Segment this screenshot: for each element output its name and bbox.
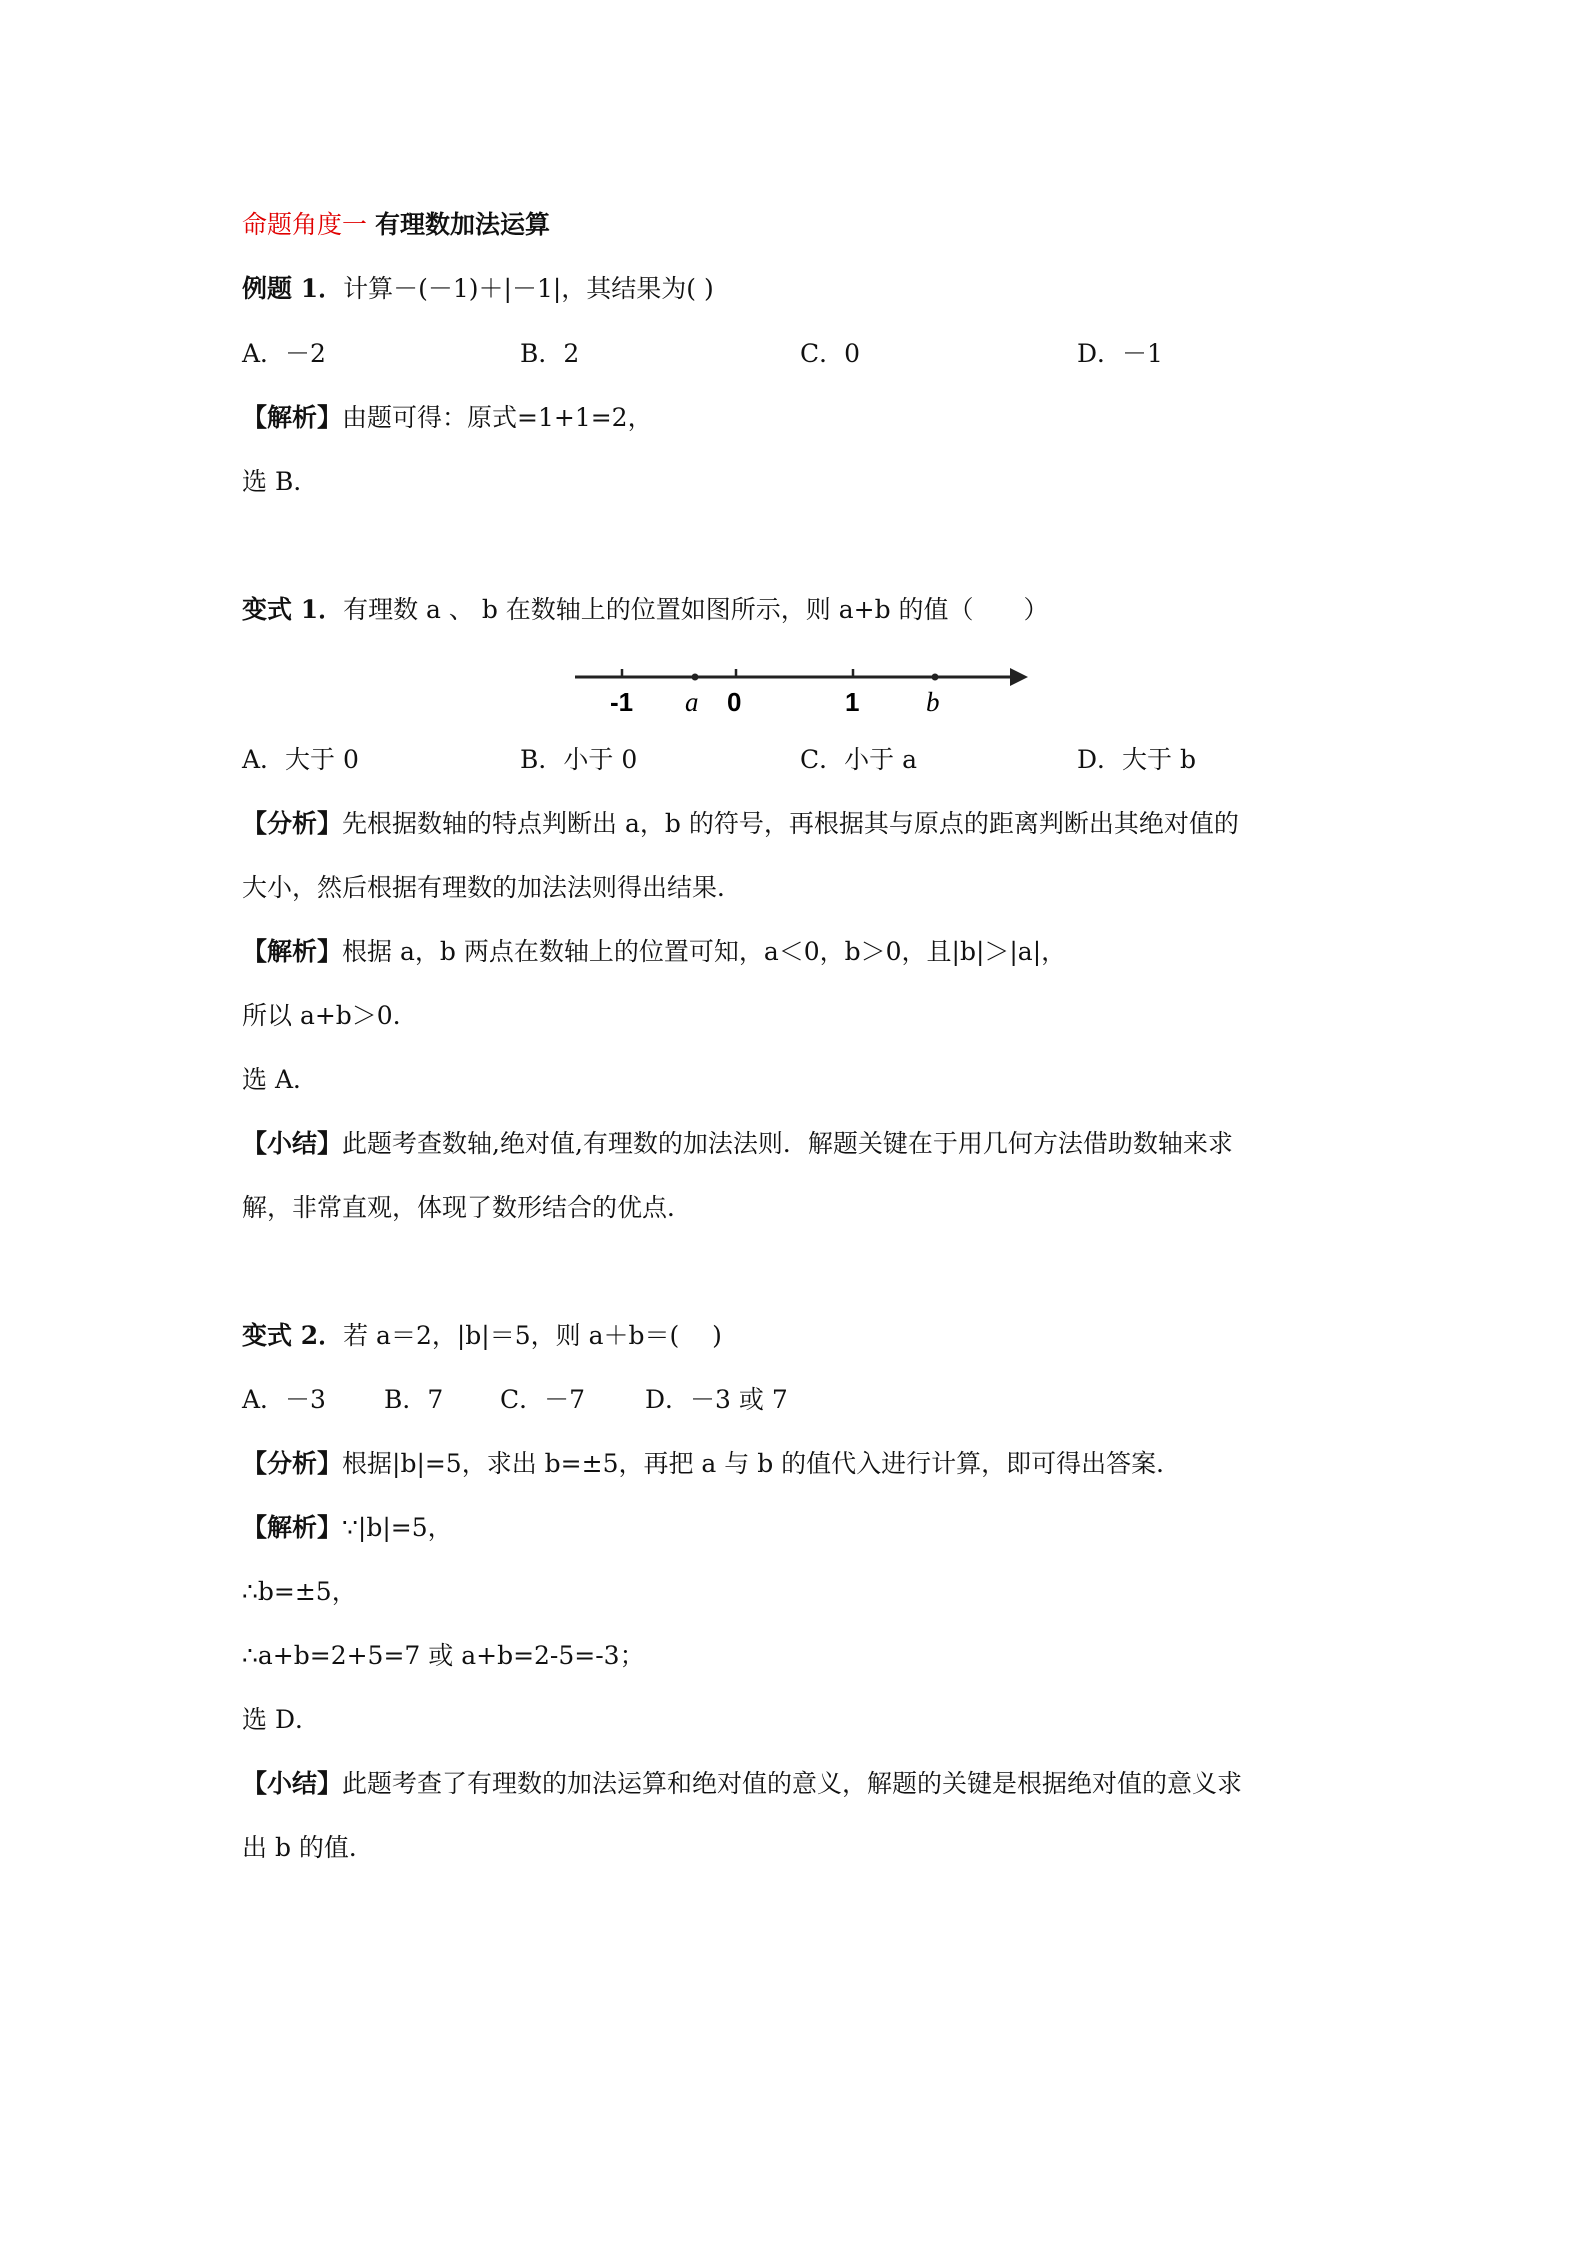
tick-label-b: b — [926, 687, 940, 717]
ex1-option-a: A．－2 — [242, 339, 326, 368]
point-a — [692, 674, 699, 681]
tick-label-1: 1 — [845, 687, 860, 717]
var1-option-d: D．大于 b — [1077, 745, 1196, 774]
var1-option-b: B．小于 0 — [520, 745, 638, 774]
var2-fenxi — [242, 1447, 1181, 1481]
tick-label-a: a — [685, 687, 699, 717]
var1-option-a: A．大于 0 — [242, 745, 359, 774]
var2-jiexi-line2: ∴b=±5， — [242, 1577, 357, 1606]
var1-summary-label: 【小结】 — [242, 1129, 343, 1158]
ex1-analysis-text: 由题可得：原式=1+1=2， — [342, 403, 653, 432]
var2-fenxi-text: 根据|b|=5，求出 b=±5，再把 a 与 b 的值代入进行计算，即可得出答案． — [342, 1449, 1182, 1478]
point-b — [932, 674, 939, 681]
var1-jiexi-text1: 根据 a，b 两点在数轴上的位置可知，a＜0，b＞0，且|b|＞|a|， — [342, 937, 1067, 966]
var2-jiexi-line3: ∴a+b=2+5=7 或 a+b=2-5=-3； — [242, 1641, 645, 1670]
var1-answer: 选 A． — [242, 1065, 319, 1094]
var2-question-text: 若 a＝2，|b|＝5，则 a＋b＝( ) — [343, 1321, 722, 1350]
number-line-arrow-icon — [1010, 668, 1028, 686]
ex1-answer: 选 B． — [242, 467, 319, 496]
tick-label-neg1: -1 — [610, 687, 634, 717]
var1-summary-text1: 此题考查数轴,绝对值,有理数的加法法则．解题关键在于用几何方法借助数轴来求 — [342, 1129, 1233, 1158]
ex1-option-b: B．2 — [520, 339, 580, 368]
var2-summary-text1: 此题考查了有理数的加法运算和绝对值的意义，解题的关键是根据绝对值的意义求 — [342, 1769, 1243, 1798]
var2-summary-label: 【小结】 — [242, 1769, 343, 1798]
ex1-analysis — [242, 401, 653, 435]
var2-option-b: B．7 — [384, 1385, 444, 1414]
var2-option-d: D．－3 或 7 — [645, 1385, 788, 1414]
var1-summary-cont: 解，非常直观，体现了数形结合的优点． — [242, 1193, 693, 1222]
var2-option-c: C．－7 — [500, 1385, 586, 1414]
var1-fenxi-text1: 先根据数轴的特点判断出 a，b 的符号，再根据其与原点的距离判断出其绝对值的 — [342, 809, 1239, 838]
var2-jiexi — [242, 1511, 453, 1545]
var1-option-c: C．小于 a — [800, 745, 917, 774]
var1-summary — [242, 1127, 1233, 1161]
var1-jiexi-label: 【解析】 — [242, 937, 343, 966]
var2-jiexi-text1: ∵|b|=5， — [342, 1513, 453, 1542]
var2-question — [242, 1319, 722, 1353]
number-line-figure — [570, 655, 1030, 719]
section-heading-red: 命题角度一 — [242, 210, 368, 239]
var2-summary-cont: 出 b 的值． — [242, 1833, 374, 1862]
var1-jiexi-cont: 所以 a+b＞0． — [242, 1001, 418, 1030]
var2-option-a: A．－3 — [242, 1385, 326, 1414]
var1-jiexi — [242, 935, 1066, 969]
section-heading-title: 有理数加法运算 — [374, 210, 550, 239]
ex1-question-text: 计算－(－1)＋|－1|，其结果为( ) — [343, 274, 714, 303]
ex1-question — [242, 272, 714, 306]
ex1-option-c: C．0 — [800, 339, 861, 368]
ex1-analysis-label: 【解析】 — [242, 403, 343, 432]
section-heading — [242, 208, 550, 242]
ex1-option-d: D．－1 — [1077, 339, 1163, 368]
var1-fenxi — [242, 807, 1239, 841]
var2-label: 变式 2． — [242, 1321, 344, 1350]
var1-fenxi-label: 【分析】 — [242, 809, 343, 838]
var2-answer: 选 D． — [242, 1705, 320, 1734]
var1-question-text: 有理数 a 、 b 在数轴上的位置如图所示，则 a+b 的值（ ） — [343, 595, 1049, 624]
var2-jiexi-label: 【解析】 — [242, 1513, 343, 1542]
var2-fenxi-label: 【分析】 — [242, 1449, 343, 1478]
var1-label: 变式 1． — [242, 595, 344, 624]
tick-label-0: 0 — [727, 687, 742, 717]
var2-summary — [242, 1767, 1242, 1801]
var1-fenxi-cont: 大小，然后根据有理数的加法法则得出结果． — [242, 873, 743, 902]
ex1-label: 例题 1． — [242, 274, 344, 303]
var1-question — [242, 593, 1049, 627]
